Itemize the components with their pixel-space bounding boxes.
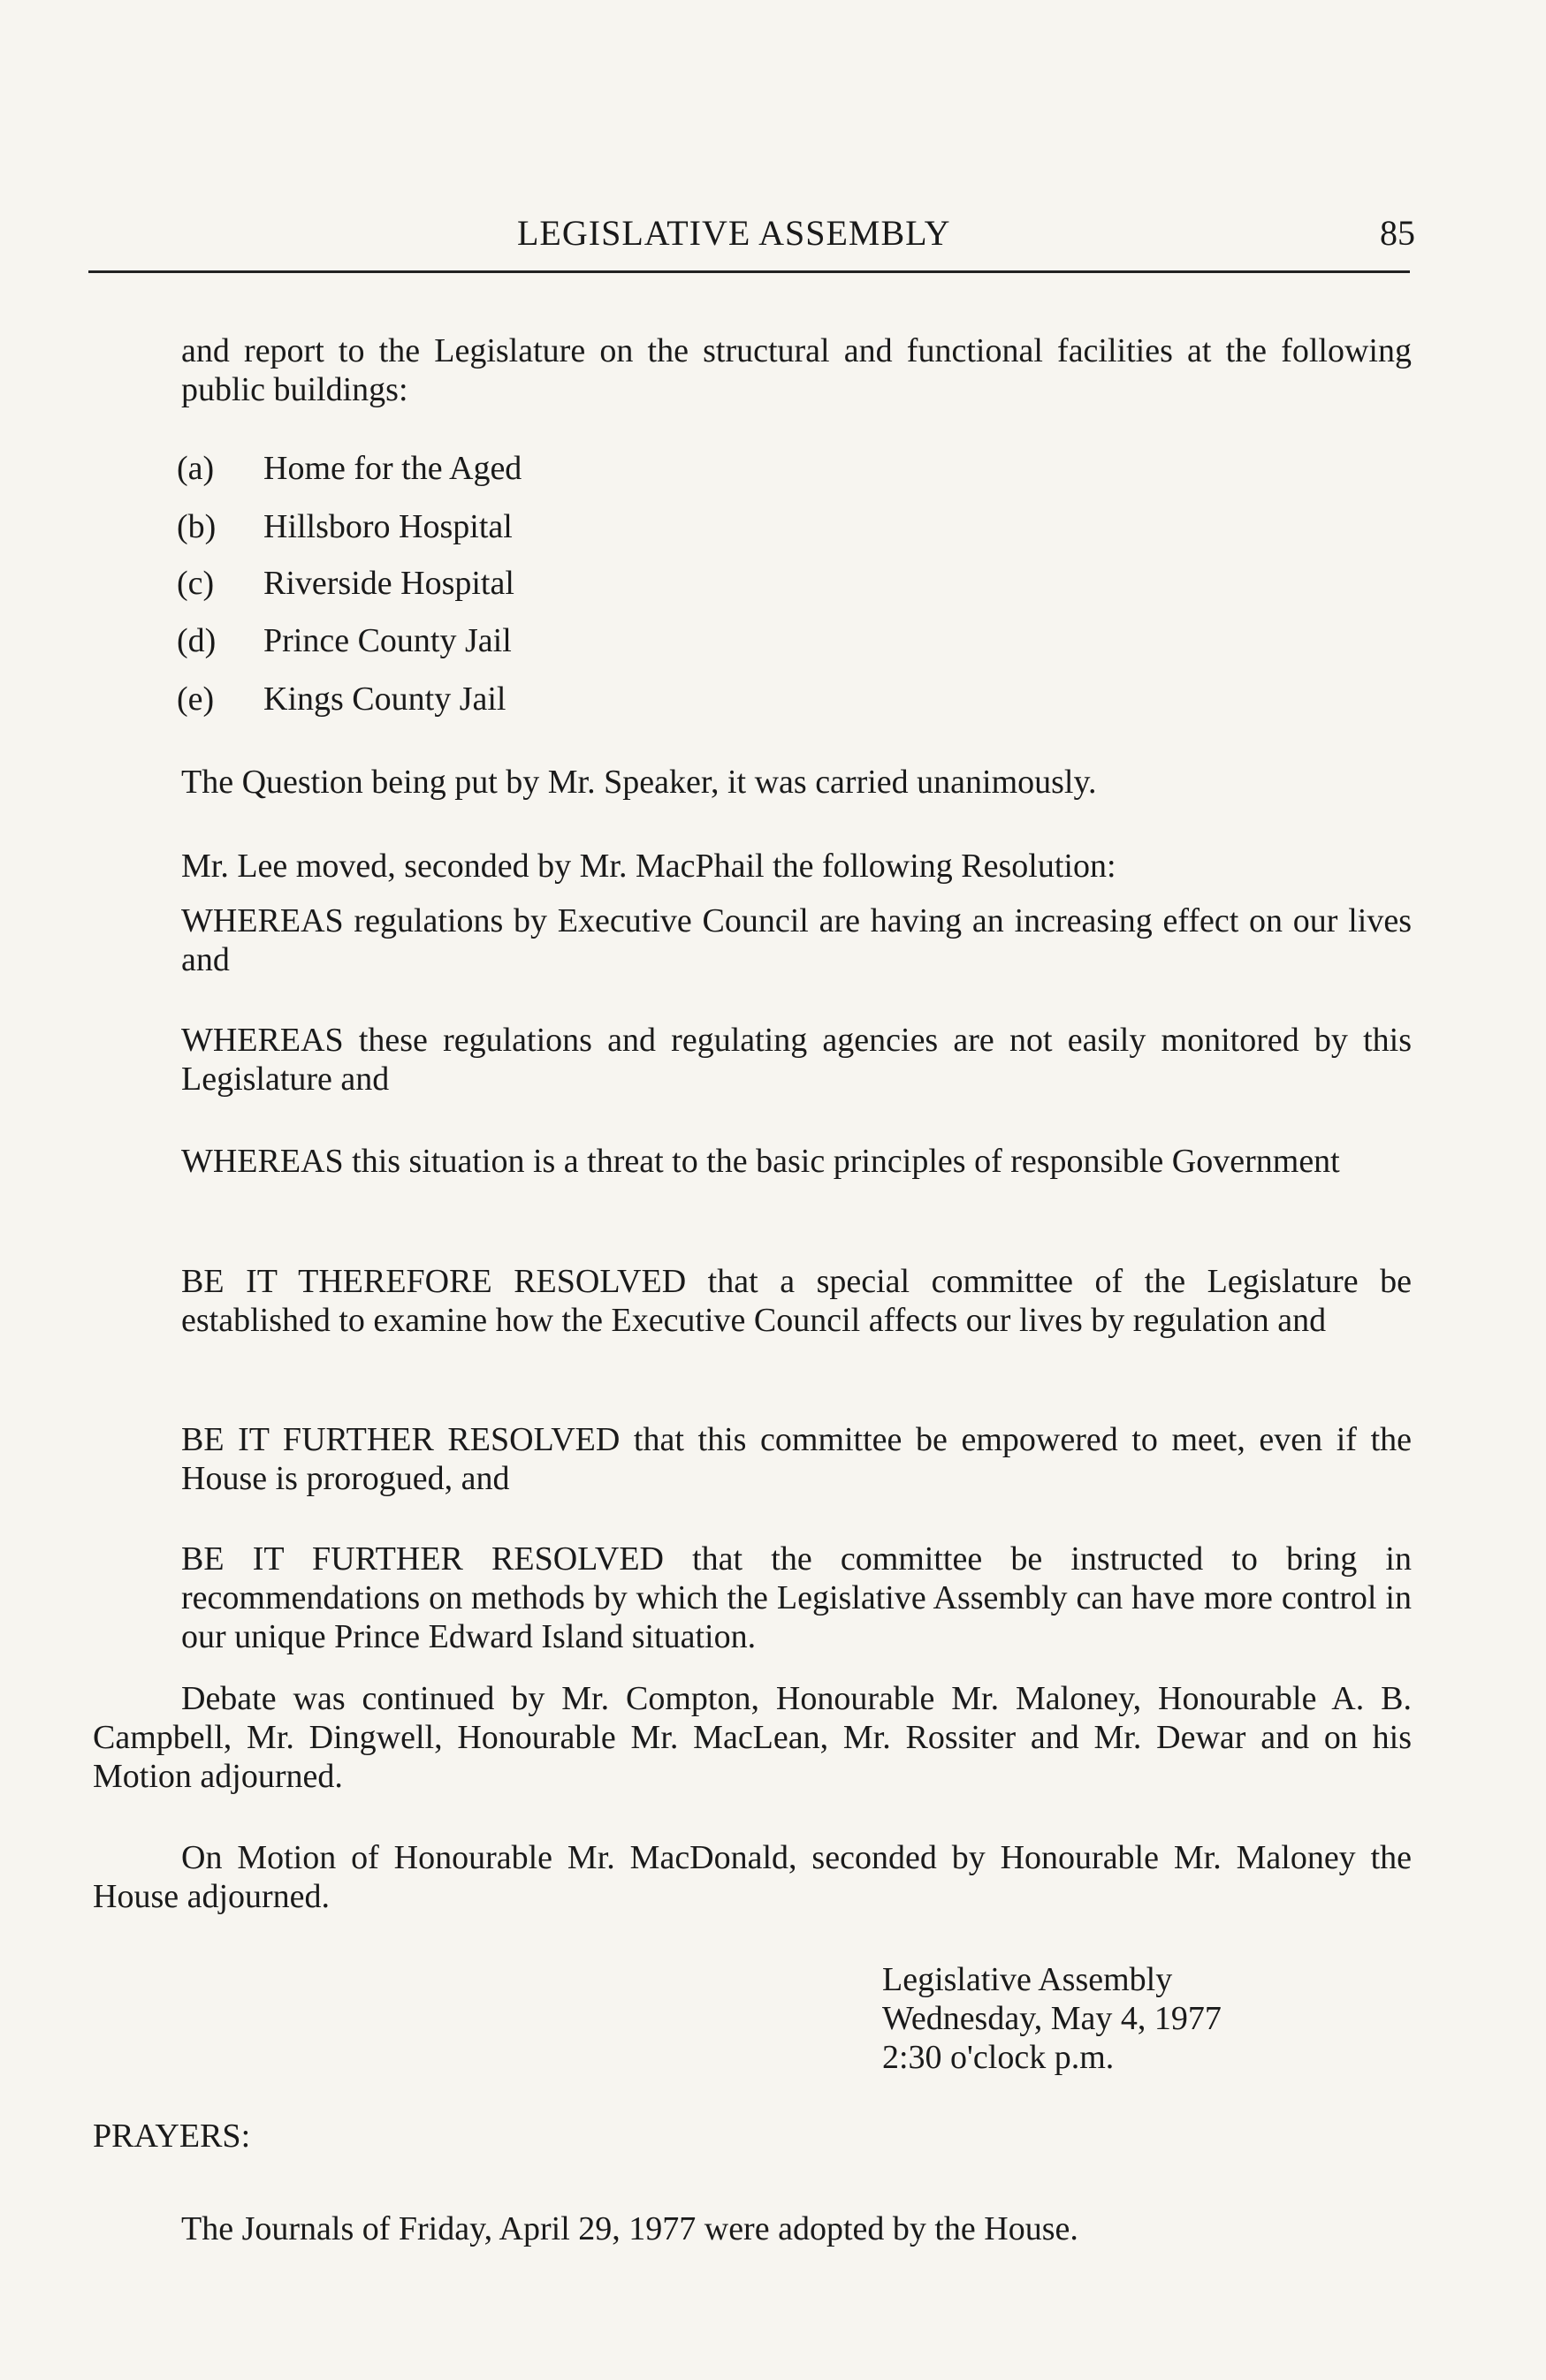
whereas-2: WHEREAS these regulations and regulating agencies are not easily monitored by this Legislature and bbox=[181, 1022, 1412, 1098]
resolved-1: BE IT THEREFORE RESOLVED that a special committee of the Legislature be established to examine how the Executive Council affects our lives by regulation and bbox=[181, 1263, 1412, 1339]
whereas-3: WHEREAS this situation is a threat to the basic principles of responsible Government bbox=[181, 1143, 1340, 1180]
building-item-e bbox=[177, 680, 506, 719]
journals-paragraph: The Journals of Friday, April 29, 1977 were adopted by the House. bbox=[181, 2210, 1078, 2247]
prayers-heading: PRAYERS: bbox=[93, 2118, 251, 2155]
sitting-date: Wednesday, May 4, 1977 bbox=[882, 2000, 1222, 2037]
header-rule bbox=[88, 270, 1410, 273]
building-name: Kings County Jail bbox=[263, 681, 506, 718]
page-header-title: LEGISLATIVE ASSEMBLY bbox=[517, 213, 951, 253]
building-item-d bbox=[177, 621, 512, 660]
page-number: 85 bbox=[1380, 213, 1415, 253]
question-result: The Question being put by Mr. Speaker, it was carried unanimously. bbox=[181, 764, 1097, 801]
building-label: (c) bbox=[177, 565, 215, 602]
sitting-body: Legislative Assembly bbox=[882, 1961, 1173, 1998]
building-name: Riverside Hospital bbox=[263, 565, 514, 602]
adjournment-paragraph: On Motion of Honourable Mr. MacDonald, seconded by Honourable Mr. Maloney the House adjourned. bbox=[93, 1839, 1412, 1915]
building-item-c bbox=[177, 564, 514, 603]
resolved-3: BE IT FURTHER RESOLVED that the committee be instructed to bring in recommendations on methods by which the Legislative Assembly can have more control in our unique Prince Edward Island situation. bbox=[181, 1540, 1412, 1655]
building-item-b bbox=[177, 507, 513, 546]
building-label: (e) bbox=[177, 681, 215, 718]
building-item-a bbox=[177, 449, 522, 488]
building-name: Prince County Jail bbox=[263, 622, 512, 659]
building-label: (a) bbox=[177, 450, 215, 487]
motion-intro: Mr. Lee moved, seconded by Mr. MacPhail the following Resolution: bbox=[181, 848, 1116, 885]
debate-paragraph: Debate was continued by Mr. Compton, Honourable Mr. Maloney, Honourable A. B. Campbell, Mr. Dingwell, Honourable Mr. MacLean, Mr. Rossiter and Mr. Dewar and on his Motion adjourned. bbox=[93, 1680, 1412, 1795]
sitting-time: 2:30 o'clock p.m. bbox=[882, 2039, 1115, 2076]
building-name: Hillsboro Hospital bbox=[263, 508, 513, 545]
whereas-1: WHEREAS regulations by Executive Council are having an increasing effect on our lives and bbox=[181, 902, 1412, 978]
resolved-2: BE IT FURTHER RESOLVED that this committee be empowered to meet, even if the House is prorogued, and bbox=[181, 1421, 1412, 1497]
building-name: Home for the Aged bbox=[263, 450, 522, 487]
intro-paragraph: and report to the Legislature on the structural and functional facilities at the following public buildings: bbox=[181, 332, 1412, 408]
building-label: (d) bbox=[177, 622, 217, 659]
building-label: (b) bbox=[177, 508, 217, 545]
